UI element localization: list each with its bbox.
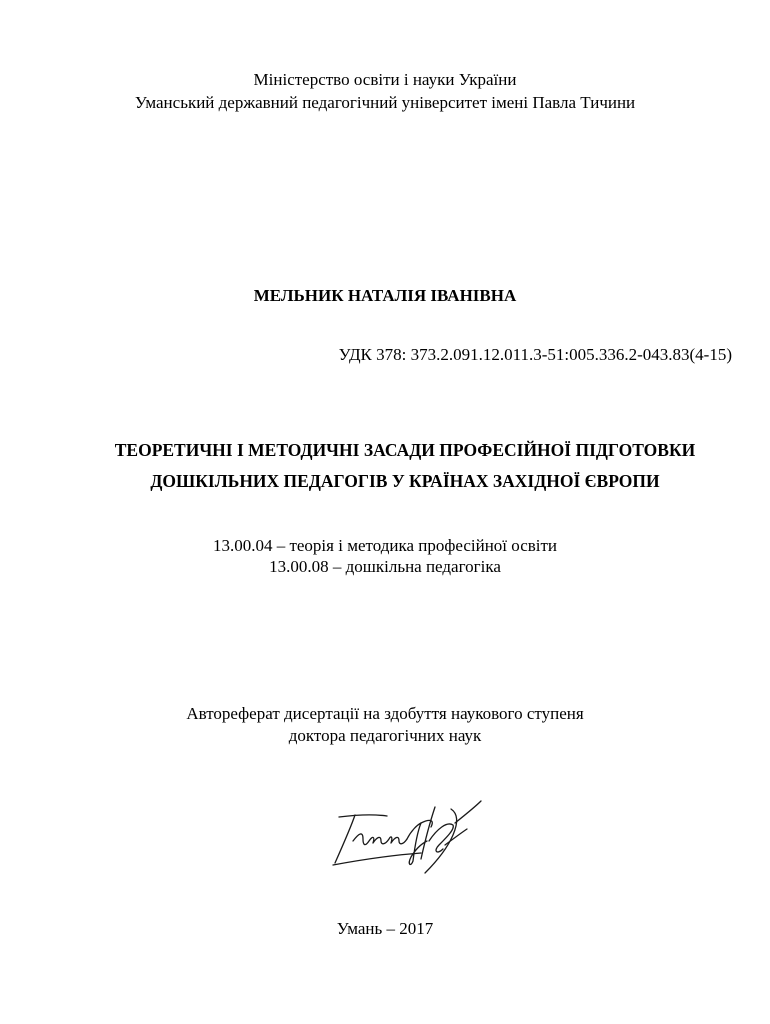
specialty-1: 13.00.04 – теорія і методика професійної освіти — [212, 536, 558, 555]
degree-line-2: доктора педагогічних наук — [288, 726, 482, 745]
ministry-name: Міністерство освіти і науки України — [253, 70, 517, 89]
author-name: МЕЛЬНИК НАТАЛІЯ ІВАНІВНА — [253, 286, 517, 305]
handwritten-signature — [325, 795, 485, 875]
dissertation-title-line-2: ДОШКІЛЬНИХ ПЕДАГОГІВ У КРАЇНАХ ЗАХІДНОЇ ЄВРОПИ — [150, 471, 660, 491]
dissertation-title-line-1: ТЕОРЕТИЧНІ І МЕТОДИЧНІ ЗАСАДИ ПРОФЕСІЙНОЇ ПІДГОТОВКИ — [114, 440, 696, 460]
degree-line-1: Автореферат дисертації на здобуття наукового ступеня — [186, 704, 584, 723]
specialty-2: 13.00.08 – дошкільна педагогіка — [269, 557, 501, 576]
place-and-year: Умань – 2017 — [336, 919, 434, 938]
udk-code: УДК 378: 373.2.091.12.011.3-51:005.336.2-043.83(4-15) — [338, 345, 732, 364]
university-name: Уманський державний педагогічний університет імені Павла Тичини — [134, 93, 636, 112]
